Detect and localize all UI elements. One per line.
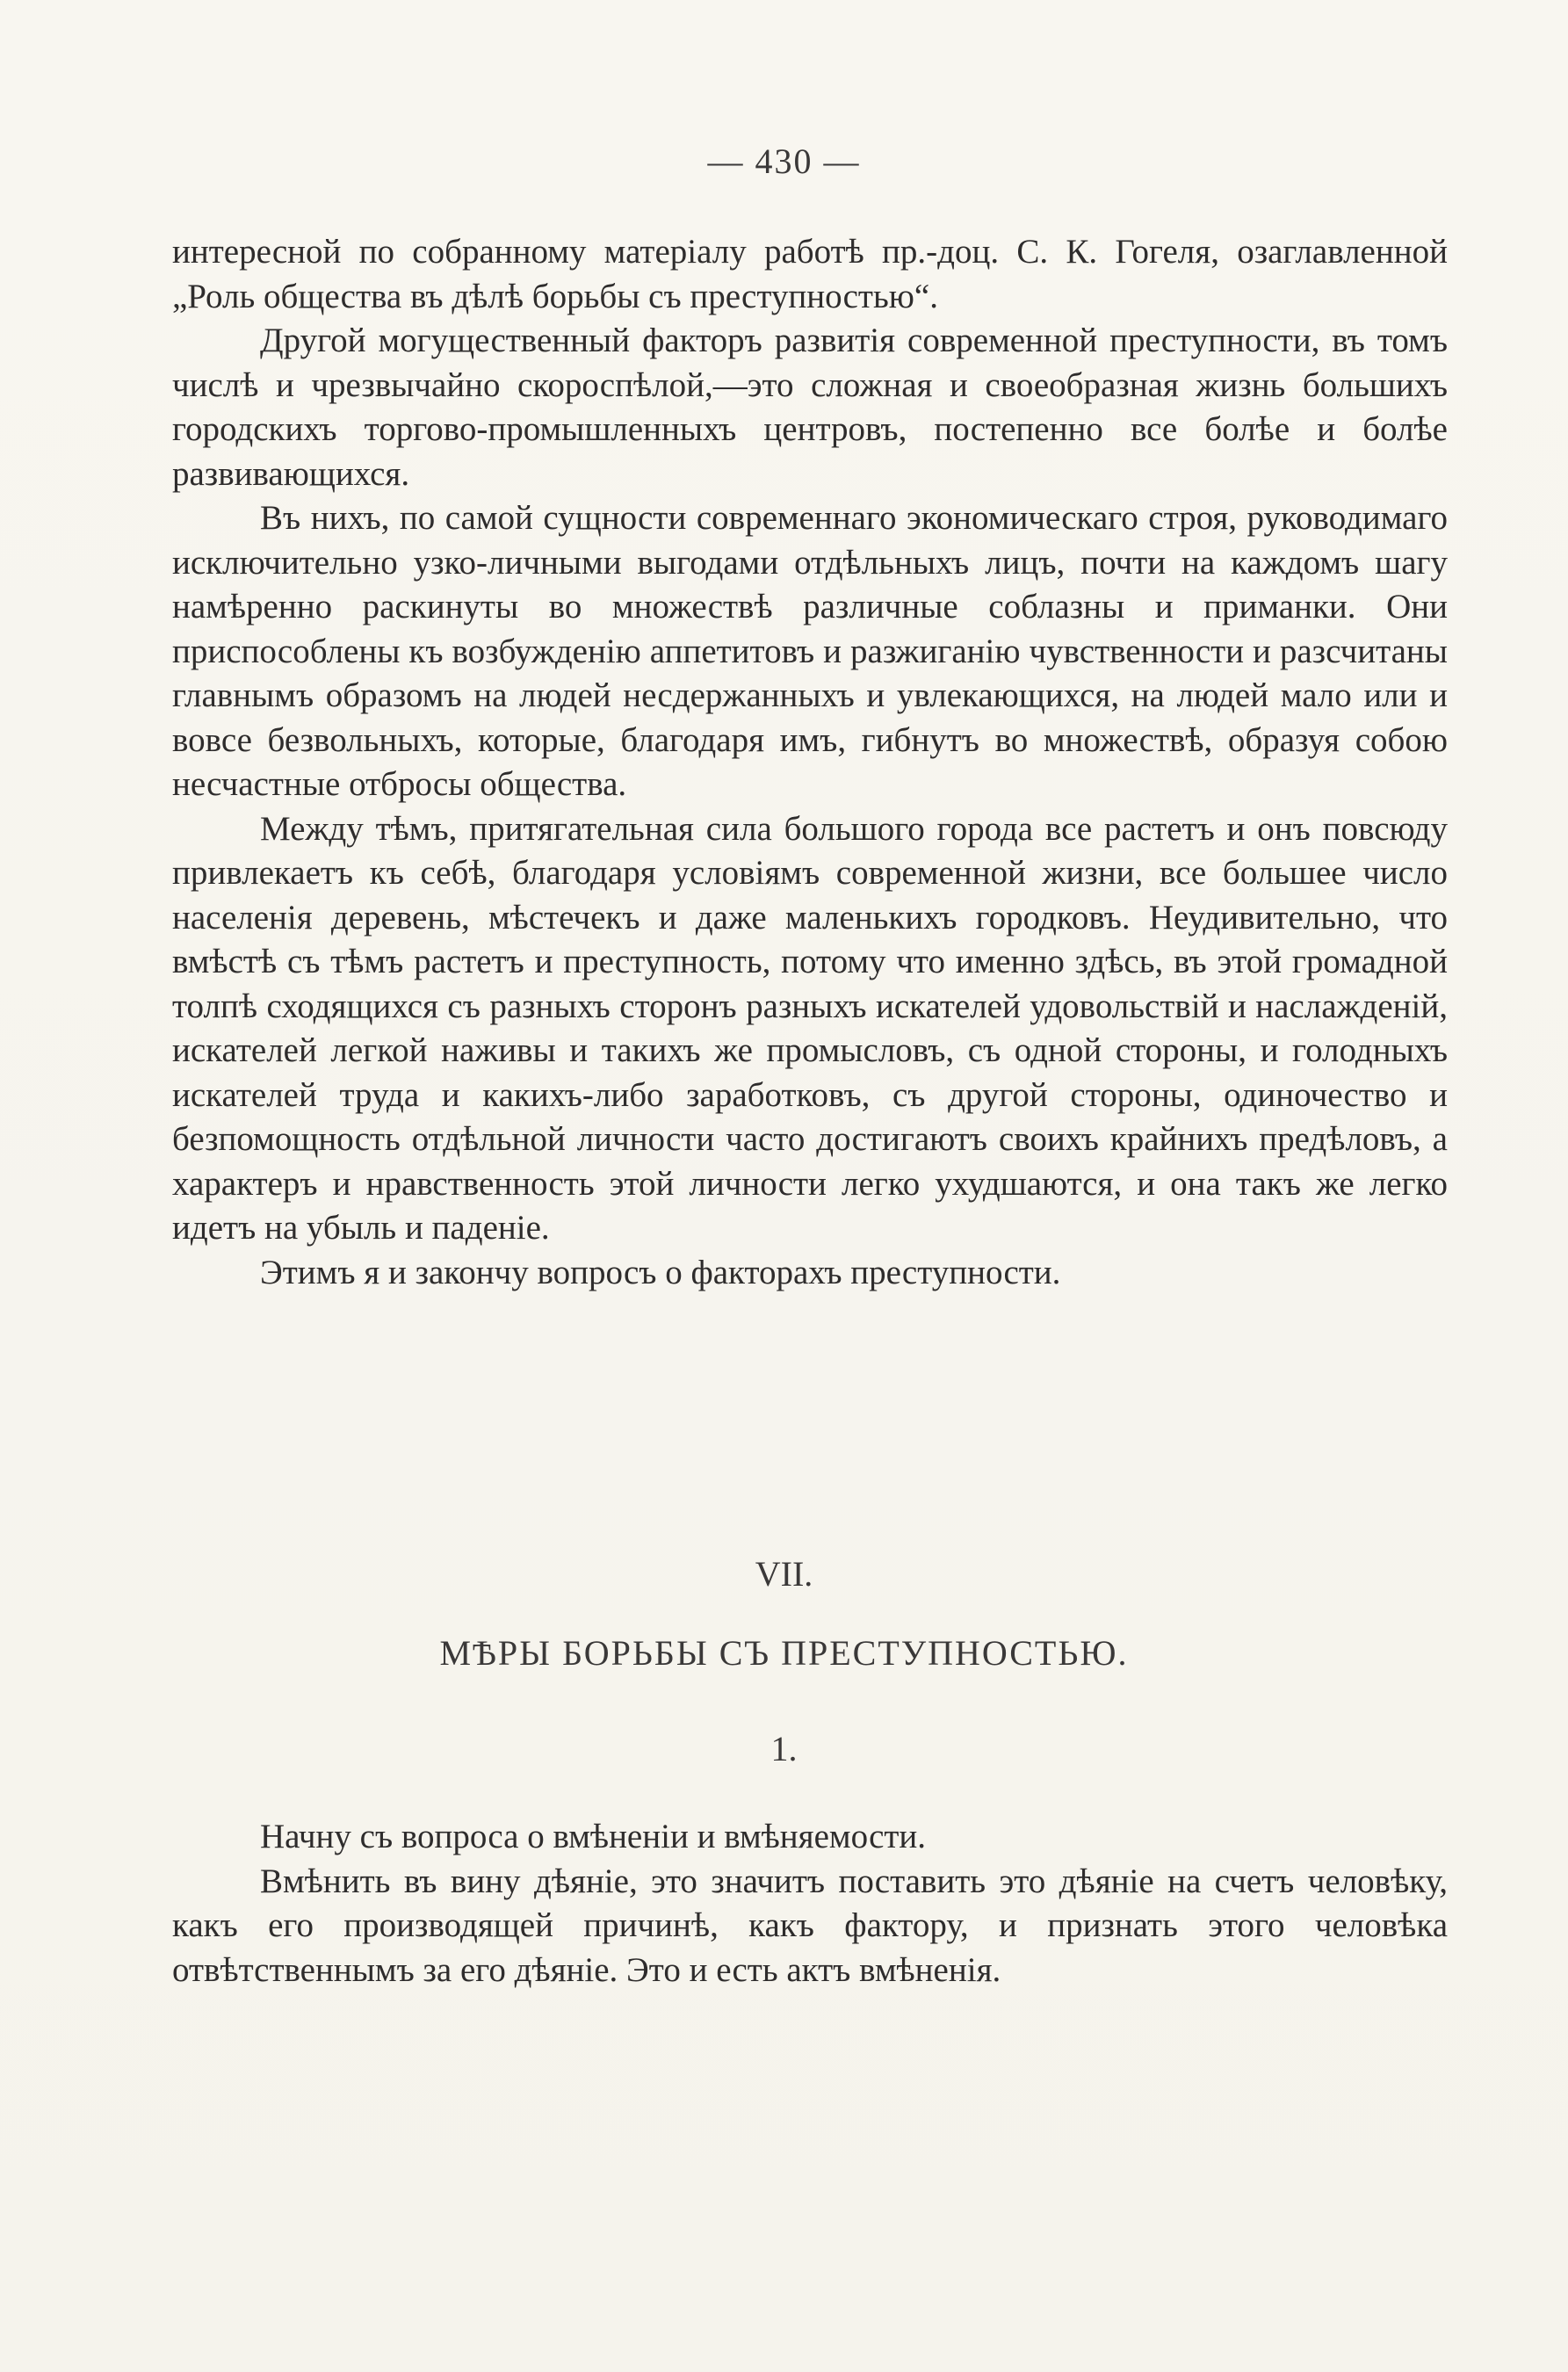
page-number: — 430 —: [707, 141, 861, 181]
body-text-top: [172, 230, 1448, 1295]
body-text-bottom: [172, 1815, 1448, 1992]
paragraph: Вмѣнить въ вину дѣяніе, это значитъ поставить это дѣяніе на счетъ человѣку, какъ его производящей причинѣ, какъ фактору, и признать этого человѣка отвѣтственнымъ за его дѣяніе. Это и есть актъ вмѣненія.: [172, 1862, 1448, 1989]
section-number: VII.: [755, 1554, 813, 1594]
subsection-number: 1.: [770, 1729, 798, 1768]
paragraph: Между тѣмъ, притягательная сила большого города все растетъ и онъ повсюду привлекаетъ къ себѣ, благодаря условіямъ современной жизни, все большее число населенія деревень, мѣстечекъ и даже маленькихъ городковъ. Неудивительно, что вмѣстѣ съ тѣмъ растетъ и преступность, потому что именно здѣсь, въ этой громадной толпѣ сходящихся съ разныхъ сторонъ разныхъ искателей удовольствій и наслажденій, искателей легкой наживы и такихъ же промысловъ, съ одной стороны, и голодныхъ искателей труда и какихъ-либо заработковъ, съ другой стороны, одиночество и безпомощность отдѣльной личности часто достигаютъ своихъ крайнихъ предѣловъ, а характеръ и нравственность этой личности легко ухудшаются, и она такъ же легко идетъ на убыль и паденіе.: [172, 809, 1448, 1247]
paragraph: Этимъ я и закончу вопросъ о факторахъ преступности.: [260, 1253, 1061, 1291]
paragraph: Въ нихъ, по самой сущности современнаго экономическаго строя, руководимаго исключительно узко-личными выгодами отдѣльныхъ лицъ, почти на каждомъ шагу намѣренно раскинуты во множествѣ различные соблазны и приманки. Они приспособлены къ возбужденію аппетитовъ и разжиганію чувственности и разсчитаны главнымъ образомъ на людей несдержанныхъ и увлекающихся, на людей мало или и вовсе безвольныхъ, которые, благодаря имъ, гибнутъ во множествѣ, образуя собою несчастные отбросы общества.: [172, 499, 1448, 803]
paragraph: Начну съ вопроса о вмѣненіи и вмѣняемости.: [260, 1818, 927, 1855]
paragraph: Другой могущественный факторъ развитія современной преступности, въ томъ числѣ и чрезвычайно скороспѣлой,—это сложная и своеобразная жизнь большихъ городскихъ торгово-промышленныхъ центровъ, постепенно все болѣе и болѣе развивающихся.: [172, 322, 1448, 493]
section-title: МѢРЫ БОРЬБЫ СЪ ПРЕСТУПНОСТЬЮ.: [439, 1633, 1129, 1673]
paragraph: интересной по собранному матеріалу работѣ пр.-доц. С. К. Гогеля, озаглавленной „Роль общества въ дѣлѣ борьбы съ преступностью“.: [172, 233, 1448, 315]
